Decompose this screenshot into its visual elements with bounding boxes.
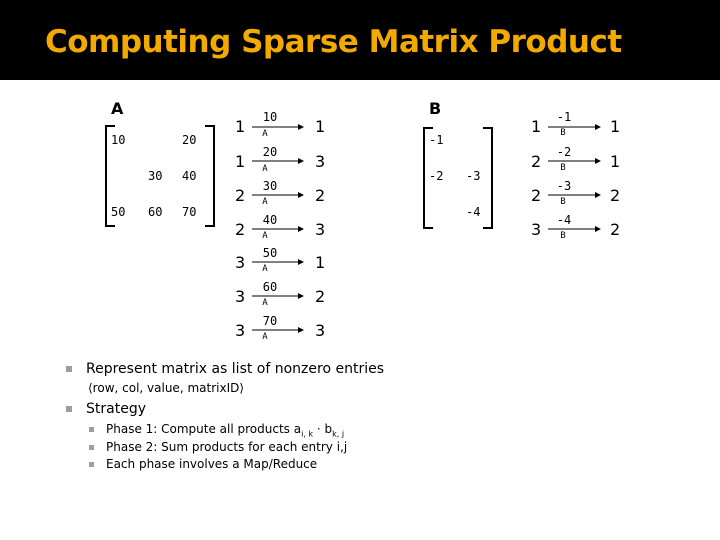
phase1-subscript-kj: k, j xyxy=(332,429,345,439)
entry-value: 70 xyxy=(262,314,278,328)
bullet-represent: Represent matrix as list of nonzero entries xyxy=(86,361,385,377)
entry-col: 1 xyxy=(610,117,621,136)
phase1-text: Phase 1: Compute all products a xyxy=(106,422,302,436)
entry-row: 1 xyxy=(235,117,246,136)
entry-matrix-id: A xyxy=(262,164,268,174)
phase1-text-b: · b xyxy=(313,422,333,436)
entry-col: 2 xyxy=(315,186,326,205)
sub-bullet-marker xyxy=(89,462,94,467)
matrix-b-label: B xyxy=(429,99,442,118)
entry-matrix-id: A xyxy=(262,129,268,139)
sub-bullet-marker xyxy=(89,427,94,432)
bullet-phase3: Each phase involves a Map/Reduce xyxy=(106,457,318,471)
entry-col: 2 xyxy=(610,186,621,205)
entry-value: 60 xyxy=(262,280,278,294)
entry-row: 2 xyxy=(531,186,542,205)
entry-row: 2 xyxy=(235,186,246,205)
entry-matrix-id: B xyxy=(560,128,566,138)
entry-row: 1 xyxy=(531,117,542,136)
entry-value: -2 xyxy=(556,145,572,159)
entry-matrix-id: A xyxy=(262,231,268,241)
matrix-b-cell: -4 xyxy=(466,205,481,219)
entry-row: 2 xyxy=(235,220,246,239)
entry-col: 1 xyxy=(315,117,326,136)
entry-matrix-id: A xyxy=(262,298,268,308)
slide-title: Computing Sparse Matrix Product xyxy=(45,24,622,60)
entry-value: -3 xyxy=(556,179,572,193)
entry-value: -1 xyxy=(556,110,572,124)
matrix-a-cell: 10 xyxy=(111,133,126,147)
entry-value: 30 xyxy=(262,179,278,193)
sub-bullet-marker xyxy=(89,445,94,450)
entry-col: 3 xyxy=(315,152,326,171)
entry-col: 1 xyxy=(315,253,326,272)
entry-row: 3 xyxy=(235,253,246,272)
matrix-a-cell: 40 xyxy=(182,169,197,183)
matrix-a-cell: 50 xyxy=(111,205,126,219)
entry-value: 20 xyxy=(262,145,278,159)
bullet-strategy: Strategy xyxy=(86,401,146,417)
bullet-marker xyxy=(66,406,72,412)
entry-row: 1 xyxy=(235,152,246,171)
matrix-a-label: A xyxy=(111,99,124,118)
bullet-represent-format: ⟨row, col, value, matrixID⟩ xyxy=(88,381,245,395)
entry-col: 1 xyxy=(610,152,621,171)
matrix-a-cell: 70 xyxy=(182,205,197,219)
phase1-subscript-ik: i, k xyxy=(301,429,314,439)
entry-col: 2 xyxy=(315,287,326,306)
entry-col: 2 xyxy=(610,220,621,239)
bullet-phase2: Phase 2: Sum products for each entry i,j xyxy=(106,440,348,454)
matrix-a-cell: 20 xyxy=(182,133,197,147)
matrix-a-cell: 60 xyxy=(148,205,163,219)
entry-matrix-id: A xyxy=(262,332,268,342)
entry-row: 3 xyxy=(531,220,542,239)
entry-row: 2 xyxy=(531,152,542,171)
entry-row: 3 xyxy=(235,321,246,340)
matrix-a-cell: 30 xyxy=(148,169,163,183)
entry-col: 3 xyxy=(315,321,326,340)
entry-value: 50 xyxy=(262,246,278,260)
entry-matrix-id: B xyxy=(560,197,566,207)
entry-col: 3 xyxy=(315,220,326,239)
entry-value: 40 xyxy=(262,213,278,227)
entry-value: -4 xyxy=(556,213,572,227)
entry-matrix-id: A xyxy=(262,197,268,207)
bullet-marker xyxy=(66,366,72,372)
matrix-b-cell: -3 xyxy=(466,169,481,183)
entry-matrix-id: B xyxy=(560,163,566,173)
bullet-phase1 xyxy=(106,422,344,438)
matrix-b-cell: -2 xyxy=(429,169,444,183)
matrix-b-cell: -1 xyxy=(429,133,444,147)
entry-value: 10 xyxy=(262,110,278,124)
entry-matrix-id: A xyxy=(262,264,268,274)
entry-matrix-id: B xyxy=(560,231,566,241)
entry-row: 3 xyxy=(235,287,246,306)
